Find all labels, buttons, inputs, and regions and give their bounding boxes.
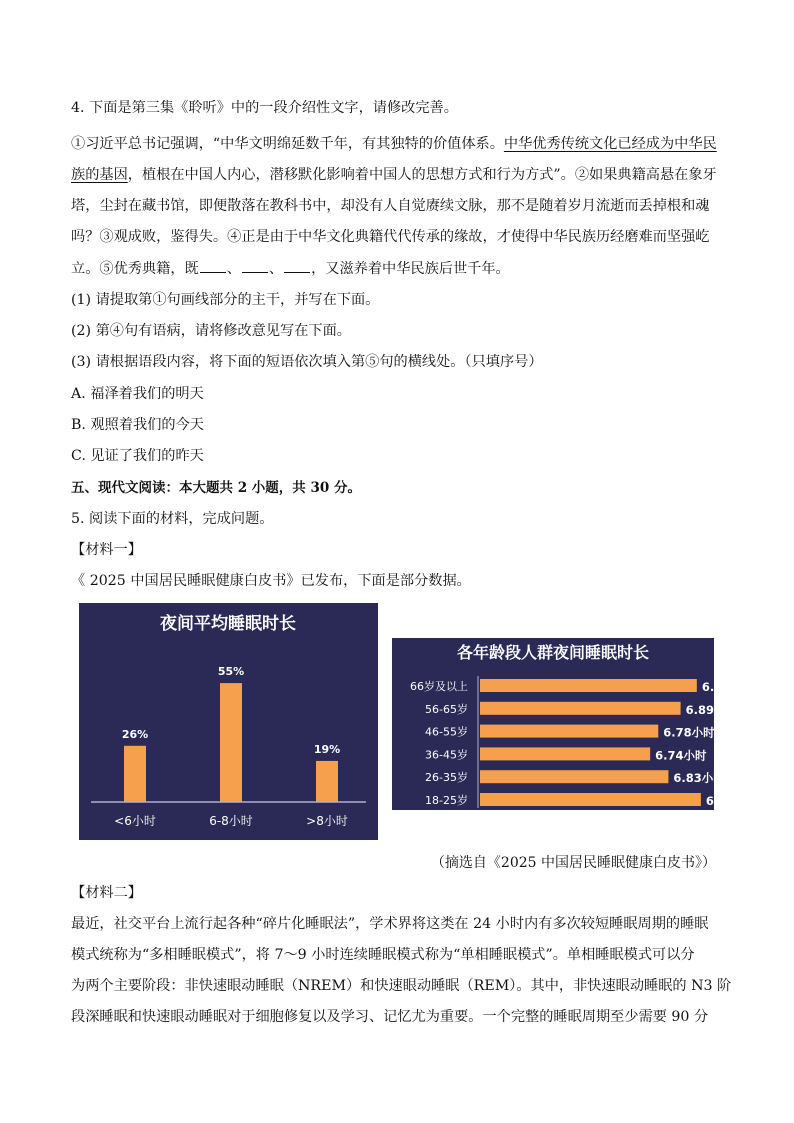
- q4-sub-question-3: (3) 请根据语段内容，将下面的短语依次填入第⑤句的横线处。（只填序号）: [71, 354, 543, 370]
- chart-2-category-label: 56-65岁: [425, 702, 468, 716]
- underlined-sentence-end: 族的基因: [71, 167, 128, 183]
- option-b: B. 观照着我们的今天: [71, 417, 204, 433]
- chart-2-svg: [392, 638, 758, 810]
- chart-2-title: 各年龄段人群夜间睡眠时长: [456, 643, 650, 662]
- chart-1-value-label: 26%: [121, 727, 149, 741]
- material-2-line-2: 模式统称为“多相睡眠模式”，将 7～9 小时连续睡眠模式称为“单相睡眠模式”。单相睡眠模式可以分: [71, 947, 695, 963]
- chart-1-value-label: 19%: [313, 742, 341, 756]
- underlined-sentence: 中华优秀传统文化已经成为中华民: [503, 136, 717, 152]
- chart-2-bar: [480, 702, 681, 715]
- answer-blank-3[interactable]: [284, 258, 310, 273]
- q4-paragraph-line-2: 族的基因，植根在中国人内心，潜移默化影响着中国人的思想方式和行为方式”。②如果典籍高悬在象牙: [71, 167, 717, 183]
- chart-2-bar: [480, 747, 650, 760]
- chart-2-value-label: 6.89小时: [685, 702, 737, 717]
- q4-paragraph-line-1: ①习近平总书记强调，“中华文明绵延数千年，有其独特的价值体系。中华优秀传统文化已经成为中华民: [71, 136, 717, 152]
- chart-1-category-label: >8小时: [306, 814, 348, 828]
- chart-1-bar: [220, 683, 242, 802]
- chart-2-bar: [480, 679, 697, 692]
- answer-blank-2[interactable]: [242, 258, 268, 273]
- material-2-line-3: 为两个主要阶段：非快速眼动睡眠（NREM）和快速眼动睡眠（REM）。其中，非快速眼动睡眠的 N3 阶: [71, 978, 732, 994]
- chart-source-note: （摘选自《2025 中国居民睡眠健康白皮书》）: [430, 855, 716, 871]
- material-2-label: 【材料二】: [71, 885, 142, 901]
- material-2-line-4: 段深睡眠和快速眼动睡眠对于细胞修复以及学习、记忆尤为重要。一个完整的睡眠周期至少需要 90 分: [71, 1009, 709, 1025]
- material-1-label: 【材料一】: [71, 542, 142, 558]
- chart-1-value-label: 55%: [217, 665, 245, 679]
- chart-2-value-label: 6.78小时: [663, 725, 715, 740]
- chart-1-category-label: 6-8小时: [209, 814, 253, 828]
- q5-title: 5. 阅读下面的材料，完成问题。: [71, 511, 274, 527]
- chart-2-category-label: 26-35岁: [425, 771, 468, 785]
- chart-1-svg: [79, 603, 378, 840]
- q4-paragraph-line-5: 立。⑤优秀典籍，既 、 、 ，又滋养着中华民族后世千年。: [71, 258, 510, 279]
- chart-1-category-label: <6小时: [114, 814, 156, 828]
- chart-2-bar: [480, 793, 701, 806]
- material-2-line-1: 最近，社交平台上流行起各种“碎片化睡眠法”，学术界将这类在 24 小时内有多次较短睡眠周期的睡眠: [71, 916, 709, 932]
- q4-title: 4. 下面是第三集《聆听》中的一段介绍性文字，请修改完善。: [71, 100, 458, 116]
- chart-2-category-label: 66岁及以上: [410, 680, 468, 693]
- answer-blank-1[interactable]: [200, 258, 226, 273]
- q4-paragraph-line-4: 吗？③观成败，鉴得失。④正是由于中华文化典籍代代传承的缘故，才使得中华民族历经磨难而坚强屹: [71, 229, 710, 245]
- material-1-intro: 《 2025 中国居民睡眠健康白皮书》已发布，下面是部分数据。: [71, 573, 471, 589]
- chart-1-bar: [316, 761, 338, 802]
- chart-2-category-label: 36-45岁: [425, 748, 468, 762]
- q4-sub-question-1: (1) 请提取第①句画线部分的主干，并写在下面。: [71, 292, 380, 308]
- chart-2-value-label: 6.97小时: [701, 680, 754, 694]
- chart-age-sleep-duration: [392, 638, 758, 810]
- chart-2-category-label: 46-55岁: [425, 725, 468, 739]
- chart-2-bar: [480, 725, 658, 738]
- chart-sleep-duration: [79, 603, 378, 840]
- option-a: A. 福泽着我们的明天: [71, 386, 204, 402]
- section-heading: 五、现代文阅读：本大题共 2 小题，共 30 分。: [71, 480, 361, 496]
- chart-2-category-label: 18-25岁: [425, 794, 468, 807]
- chart-2-value-label: 6.99小时: [705, 794, 758, 808]
- option-c: C. 见证了我们的昨天: [71, 448, 204, 464]
- chart-1-title: 夜间平均睡眠时长: [160, 614, 296, 634]
- chart-2-bar: [480, 770, 668, 783]
- chart-1-bar: [124, 746, 146, 802]
- chart-2-value-label: 6.83小时: [673, 771, 725, 786]
- q4-paragraph-line-3: 塔，尘封在藏书馆，即便散落在教科书中，却没有人自觉赓续文脉，那不是随着岁月流逝而丢掉根和魂: [71, 198, 710, 214]
- chart-2-value-label: 6.74小时: [655, 748, 707, 763]
- q4-sub-question-2: (2) 第④句有语病，请将修改意见写在下面。: [71, 323, 351, 339]
